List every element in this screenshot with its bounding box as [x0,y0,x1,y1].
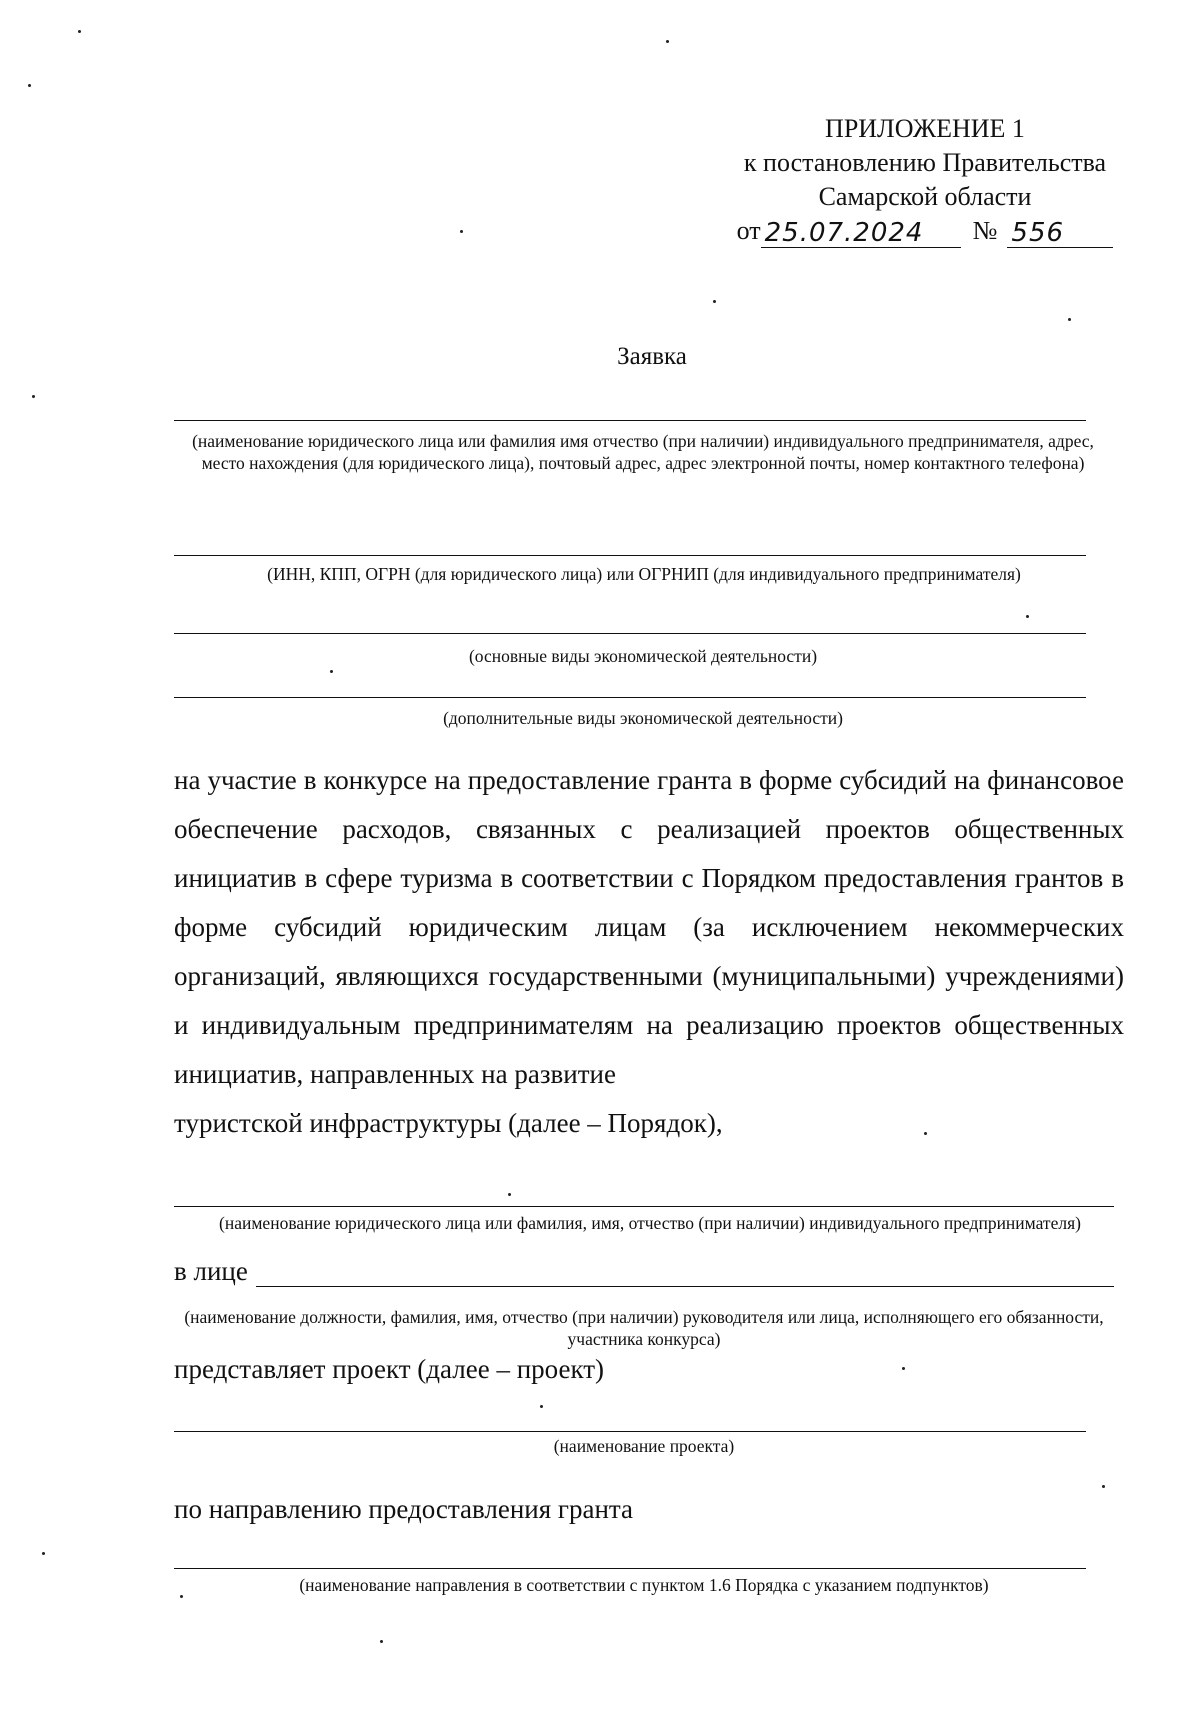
extra-activity-caption: (дополнительные виды экономической деятельности) [443,708,843,728]
from-label: от [736,216,761,245]
participant-caption: (наименование юридического лица или фамилия, имя, отчество (при наличии) индивидуального предпринимателя) [219,1213,1081,1233]
representative-caption: (наименование должности, фамилия, имя, отчество (при наличии) руководителя или лица, исполняющего его обязанности, участника конкурса) [184,1307,1104,1349]
handwritten-date: 25.07.2024 [761,219,961,248]
body-paragraph: на участие в конкурсе на предоставление гранта в форме субсидий на финансовое обеспечение расходов, связанных с реализацией проектов общественных инициатив в сфере туризма в соответствии с Порядком предоставления грантов в форме субсидий юридическим лицам (за исключением некоммерческих организаций, являющихся государственными (муниципальными) учреждениями) и индивидуальным предпринимателям на реализацию проектов общественных инициатив, направленных на развитие [174,765,1124,1089]
appendix-header [720,112,1130,248]
extra-activity-fill-line [174,697,1086,698]
page-title: Заявка [617,343,687,370]
main-activity-caption: (основные виды экономической деятельности) [468,646,818,666]
project-caption: (наименование проекта) [553,1436,735,1456]
direction-caption: (наименование направления в соответствии с пунктом 1.6 Порядка с указанием подпунктов) [299,1575,989,1595]
ids-caption: (ИНН, КПП, ОГРН (для юридического лица) или ОГРНИП (для индивидуального предпринимателя) [267,564,1021,584]
appendix-region-line: Самарской области [818,182,1032,211]
representative-fill-line [256,1286,1114,1287]
applicant-fill-line [174,420,1086,421]
project-fill-line [174,1431,1086,1432]
appendix-title: ПРИЛОЖЕНИЕ 1 [825,114,1025,143]
participant-fill-line [174,1206,1114,1207]
ids-fill-line [174,555,1086,556]
direction-fill-line [174,1568,1086,1569]
appendix-date-line [720,214,1130,248]
applicant-caption: (наименование юридического лица или фамилия имя отчество (при наличии) индивидуального предпринимателя, адрес, место нахождения (для юридического лица), почтовый адрес, адрес электронной почты, номер контактного телефона) [192,431,1094,473]
presents-project-text: представляет проект (далее – проект) [174,1354,605,1384]
main-activity-fill-line [174,633,1086,634]
number-label: № [972,216,998,245]
handwritten-number: 556 [1007,219,1113,248]
body-paragraph-end: туристской инфраструктуры (далее – Порядок), [174,1108,723,1138]
in-person-label: в лице [174,1256,248,1286]
direction-text: по направлению предоставления гранта [174,1494,633,1524]
appendix-resolution-line: к постановлению Правительства [743,148,1107,177]
